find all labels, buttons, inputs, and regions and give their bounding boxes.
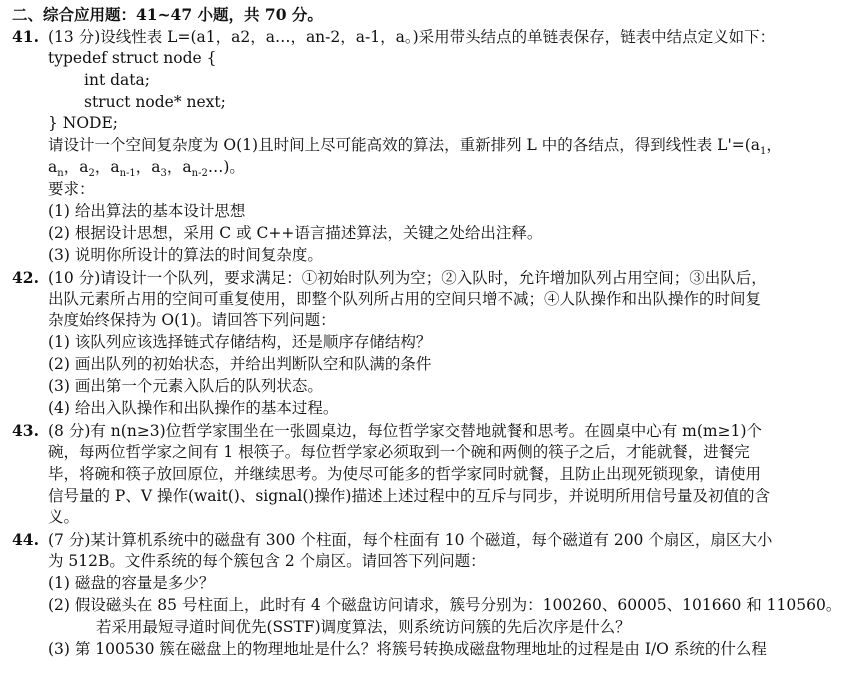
q42-text-2: 出队元素所占用的空间可重复使用，即整个队列所占用的空间只增不减；④人队操作和出队操作的时间复 — [48, 289, 762, 308]
q41-seq-f: …)。 — [207, 158, 245, 177]
q42-req-2: (2) 画出队列的初始状态，并给出判断队空和队满的条件 — [48, 355, 432, 374]
q43-line-1 — [0, 420, 865, 442]
q41-code-4: } NODE; — [48, 114, 119, 133]
q41-text-2 — [0, 135, 865, 157]
q44-req-1: (1) 磁盘的容量是多少？ — [48, 574, 215, 593]
q44-req-2: (2) 假设磁头在 85 号柱面上，此时有 4 个磁盘访问请求，簇号分别为：100260、60005、101660 和 110560。 — [48, 596, 842, 615]
q44-req-3: (3) 第 100530 簇在磁盘上的物理地址是什么？将簇号转换成磁盘物理地址的过程是由 I/O 系统的什么程 — [48, 639, 767, 658]
q44-line-1 — [0, 529, 865, 551]
q43-text-3: 毕，将碗和筷子放回原位，并继续思考。为使尽可能多的哲学家同时就餐，且防止出现死锁现象，请使用 — [48, 464, 762, 483]
q41-text-1: (13 分)设线性表 L=(a1，a2，a…，an-2，a-1，a。)采用带头结点的单链表保存，链表中结点定义如下： — [48, 27, 776, 46]
q41-seq-a: a — [48, 158, 58, 177]
q42-line-1 — [0, 267, 865, 289]
q41-requirements-label: 要求： — [48, 180, 95, 199]
q41-text-3 — [0, 157, 865, 179]
q42-number: 42. — [12, 267, 39, 287]
q42-text-1: (10 分)请设计一个队列，要求满足：①初始时队列为空；②入队时，允许增加队列占用空间；③出队后， — [48, 268, 767, 287]
q41-code-2: int data; — [84, 70, 150, 89]
q41-seq-d-sub: 3 — [160, 168, 167, 180]
q41-text-2-end: ， — [766, 136, 782, 155]
q43-number: 43. — [12, 420, 39, 440]
q42-req-1: (1) 该队列应该选择链式存储结构，还是顺序存储结构？ — [48, 333, 432, 352]
section-title: 二、综合应用题：41~47 小题，共 70 分。 — [12, 5, 323, 24]
q42-text-3: 杂度始终保持为 O(1)。请回答下列问题： — [48, 311, 336, 330]
q44-text-2: 为 512B。文件系统的每个簇包含 2 个扇区。请回答下列问题： — [48, 552, 486, 571]
q41-seq-e-sub: n-2 — [191, 168, 208, 180]
q41-seq-a-sub: n — [57, 168, 64, 180]
q41-text-2-main: 请设计一个空间复杂度为 O(1)且时间上尽可能高效的算法，重新排列 L 中的各结点，得到线性表 L'=(a — [48, 136, 760, 155]
q41-seq-c: ，a — [94, 158, 120, 177]
q42-req-3: (3) 画出第一个元素入队后的队列状态。 — [48, 377, 323, 396]
q41-seq-b-sub: 2 — [88, 168, 95, 180]
q41-line-1 — [0, 26, 865, 48]
q44-text-1: (7 分)某计算机系统中的磁盘有 300 个柱面，每个柱面有 10 个磁道，每个磁道有 200 个扇区，扇区大小 — [48, 531, 773, 550]
q43-text-2: 碗，每两位哲学家之间有 1 根筷子。每位哲学家必须取到一个碗和两侧的筷子之后，才能就餐，进餐完 — [48, 442, 750, 461]
q43-text-4: 信号量的 P、V 操作(wait()、signal()操作)描述上述过程中的互斥与同步，并说明所用信号量及初值的含 — [48, 486, 770, 505]
q41-code-1: typedef struct node { — [48, 48, 217, 67]
q41-code-3: struct node* next; — [84, 92, 226, 111]
q42-req-4: (4) 给出入队操作和出队操作的基本过程。 — [48, 399, 339, 418]
q44-req-2-cont: 若采用最短寻道时间优先(SSTF)调度算法，则系统访问簇的先后次序是什么？ — [96, 617, 631, 636]
q41-seq-b: ，a — [63, 158, 89, 177]
q41-seq-e: ，a — [166, 158, 192, 177]
q41-seq-c-sub: n-1 — [119, 168, 136, 180]
q41-req-3: (3) 说明你所设计的算法的时间复杂度。 — [48, 245, 323, 264]
q41-text-2-sub: 1 — [760, 146, 767, 158]
q44-number: 44. — [12, 530, 39, 550]
q41-req-1: (1) 给出算法的基本设计思想 — [48, 202, 246, 221]
q43-text-1: (8 分)有 n(n≥3)位哲学家围坐在一张圆桌边，每位哲学家交替地就餐和思考。在圆桌中心有 m(m≥1)个 — [48, 421, 762, 440]
q41-seq-d: ，a — [135, 158, 161, 177]
q41-number: 41. — [12, 26, 39, 46]
q41-req-2: (2) 根据设计思想，采用 C 或 C++语言描述算法，关键之处给出注释。 — [48, 223, 543, 242]
q43-text-5: 义。 — [48, 508, 80, 527]
